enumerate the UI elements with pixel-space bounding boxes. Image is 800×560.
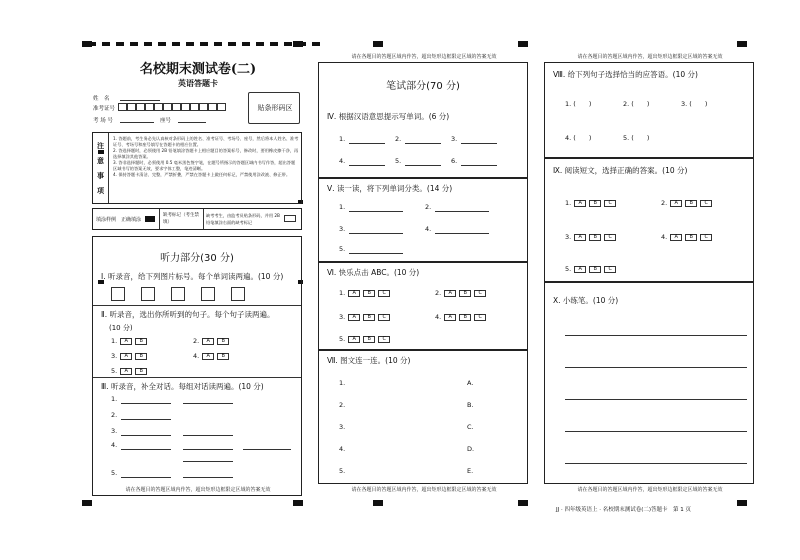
blank-number: 2. (395, 135, 402, 143)
page-footer: JJ · 四年级英语上 · 名校期末测试卷(二)答题卡 第 1 页 (556, 507, 692, 513)
corner-mark (82, 41, 92, 47)
blank-number: 2. (425, 203, 432, 211)
match-item[interactable]: 2. (339, 401, 346, 409)
match-target[interactable]: A. (467, 379, 474, 387)
name-label: 姓 名 (93, 96, 110, 102)
listening-q3-title: Ⅲ. 听录音，补全对话。每组对话读两遍。(10 分) (101, 382, 264, 391)
corner-mark (737, 500, 747, 506)
writing-q6-panel (318, 262, 528, 350)
blank-number: 5. (339, 245, 346, 253)
listening-head: 听力部分(30 分) (160, 253, 234, 264)
writing-line[interactable] (565, 431, 747, 432)
answer-line[interactable] (183, 435, 233, 436)
blank-number: 5. (111, 469, 118, 477)
writing-line[interactable] (565, 367, 747, 368)
paren-answer[interactable]: 3. ( ) (681, 100, 708, 108)
answer-option-row[interactable]: 3. A B C (565, 233, 616, 241)
listening-panel (92, 236, 302, 496)
notice-bottom-right: 请在各题目的答题区域内作答，超出矩形边框限定区域的答案无效 (577, 487, 723, 493)
corner-mark (373, 41, 383, 47)
answer-option-row[interactable]: 5. A B (111, 367, 147, 375)
writing-q7-panel (318, 350, 528, 484)
answer-line[interactable] (243, 449, 291, 450)
answer-line[interactable] (183, 477, 233, 478)
answer-option-row[interactable]: 5. A B C (339, 335, 390, 343)
absent-mark-box[interactable] (284, 215, 296, 222)
answer-line[interactable] (349, 165, 385, 166)
blank-number: 4. (425, 225, 432, 233)
answer-line[interactable] (183, 461, 233, 462)
blank-number: 4. (339, 157, 346, 165)
answer-line[interactable] (121, 449, 171, 450)
barcode-area (248, 92, 300, 124)
match-item[interactable]: 1. (339, 379, 346, 387)
corner-mark (518, 41, 528, 47)
notice-item: 3. 答非选择题时，必须使用 0.5 毫米黑色签字笔，在题号所指示的答题区域内书写作答，超出答题区域书写的答案无效，要求字体工整，笔迹清晰。 (113, 160, 296, 171)
answer-option-row[interactable]: 4. A B C (661, 233, 712, 241)
blank-number: 3. (111, 427, 118, 435)
exam-no-label: 准考证号 (93, 106, 116, 112)
blank-number: 5. (395, 157, 402, 165)
answer-line[interactable] (349, 143, 385, 144)
notice-top-right: 请在各题目的答题区域内作答，超出矩形边框限定区域的答案无效 (577, 54, 723, 60)
corner-mark (518, 500, 528, 506)
answer-line[interactable] (435, 233, 489, 234)
notice-item: 4. 保持答题卡清洁、完整，严禁折叠，严禁在答题卡上做任何标记，严禁使用涂改液、修正带。 (113, 172, 291, 177)
notice-box (92, 132, 302, 204)
blank-number: 3. (339, 225, 346, 233)
writing-q7-title: Ⅶ. 图文连一连。(10 分) (327, 356, 411, 365)
answer-line[interactable] (405, 165, 441, 166)
corner-mark (82, 500, 92, 506)
blank-number: 4. (111, 441, 118, 449)
answer-line[interactable] (121, 403, 171, 404)
answer-line[interactable] (435, 211, 489, 212)
corner-mark (293, 41, 303, 47)
notice-bottom-middle: 请在各题目的答题区域内作答，超出矩形边框限定区域的答案无效 (351, 487, 497, 493)
fill-example-label: 填涂样例 (96, 217, 117, 223)
answer-option-row[interactable]: 3. A B (111, 352, 147, 360)
notice-top-middle: 请在各题目的答题区域内作答，超出矩形边框限定区域的答案无效 (351, 54, 497, 60)
writing-line[interactable] (565, 335, 747, 336)
writing-q5-panel (318, 178, 528, 262)
answer-line[interactable] (349, 253, 403, 254)
answer-line[interactable] (183, 403, 233, 404)
page-subtitle: 英语答题卡 (178, 79, 218, 88)
answer-line[interactable] (461, 165, 497, 166)
paren-answer[interactable]: 4. ( ) (565, 134, 592, 142)
writing-line[interactable] (565, 463, 747, 464)
answer-option-row[interactable]: 3. A B C (339, 313, 390, 321)
room-label: 考 场 号 (93, 118, 113, 124)
seat-label: 座号 (160, 118, 172, 124)
answer-line[interactable] (349, 233, 403, 234)
picture-number-boxes[interactable] (111, 287, 245, 301)
barcode-label: 贴条形码区 (257, 104, 293, 112)
seat-field[interactable] (178, 122, 206, 123)
timing-marks-left (88, 42, 320, 46)
listening-q2-score: (10 分) (109, 324, 133, 332)
right-q8-title: Ⅷ. 给下列句子选择恰当的应答语。(10 分) (553, 70, 698, 79)
answer-option-row[interactable]: 1. A B C (565, 199, 616, 207)
answer-line[interactable] (121, 477, 171, 478)
paren-answer[interactable]: 2. ( ) (623, 100, 650, 108)
writing-q6-title: Ⅵ. 快乐点击 ABC。(10 分) (327, 268, 420, 277)
absent-note: 缺考考生，由监考员贴条形码，并用 2B 铅笔填涂右面的缺考标记 (206, 213, 280, 225)
answer-option-row[interactable]: 5. A B C (565, 265, 616, 273)
writing-q4-panel (318, 62, 528, 178)
notice-heading: 注 意 事 项 (93, 133, 109, 203)
notice-item: 1. 答题前，考生务必先认真核对条形码上的姓名、准考证号、考场号、座号，然后将本人姓名、准考证号、考场号和座号填写在答题卡的相应位置。 (113, 136, 299, 147)
answer-line[interactable] (121, 419, 171, 420)
exam-no-boxes[interactable] (118, 103, 226, 111)
notice-items (113, 136, 299, 178)
answer-line[interactable] (183, 449, 233, 450)
answer-option-row[interactable]: 2. A B C (661, 199, 712, 207)
answer-line[interactable] (405, 143, 441, 144)
answer-line[interactable] (121, 435, 171, 436)
listening-q1-title: Ⅰ. 听录音，给下列图片标号。每个单词读两遍。(10 分) (101, 272, 284, 281)
fill-correct-sample (145, 216, 155, 222)
fill-correct-label: 正确填涂 (121, 217, 142, 223)
writing-q5-title: Ⅴ. 读一读，将下列单词分类。(14 分) (327, 184, 453, 193)
answer-option-row[interactable]: 4. A B (193, 352, 229, 360)
answer-option-row[interactable]: 2. A B (193, 337, 229, 345)
absent-label: 缺考标记（考生禁填） (163, 213, 199, 225)
listening-q2-title: Ⅱ. 听录音，选出你所听到的句子。每个句子读两遍。 (101, 310, 275, 319)
blank-number: 2. (111, 411, 118, 419)
corner-mark (737, 41, 747, 47)
corner-mark (373, 500, 383, 506)
blank-number: 1. (339, 203, 346, 211)
right-q8-panel (544, 62, 754, 158)
match-target[interactable]: B. (467, 401, 474, 409)
right-q10-title: Ⅹ. 小练笔。(10 分) (553, 296, 619, 305)
match-target[interactable]: E. (467, 467, 474, 475)
writing-head: 笔试部分(70 分) (386, 81, 460, 92)
blank-number: 1. (111, 395, 118, 403)
right-q9-panel (544, 158, 754, 282)
right-q10-panel (544, 282, 754, 484)
answer-option-row[interactable]: 1. A B (111, 337, 147, 345)
match-item[interactable]: 5. (339, 467, 346, 475)
corner-mark (293, 500, 303, 506)
match-item[interactable]: 4. (339, 445, 346, 453)
writing-line[interactable] (565, 399, 747, 400)
answer-line[interactable] (461, 143, 497, 144)
match-target[interactable]: C. (467, 423, 474, 431)
page-title: 名校期末测试卷(二) (139, 62, 257, 77)
notice-item: 2. 答选择题时，必须使用 2B 铅笔填涂答题卡上相应题目的答案标号，修改时，要用橡皮擦干净，再选择填涂其他答案。 (113, 148, 299, 159)
match-target[interactable]: D. (467, 445, 475, 453)
blank-number: 1. (339, 135, 346, 143)
blank-number: 3. (451, 135, 458, 143)
right-q9-title: Ⅸ. 阅读短文，选择正确的答案。(10 分) (553, 166, 688, 175)
name-field[interactable] (120, 100, 160, 101)
answer-option-row[interactable]: 4. A B C (435, 313, 486, 321)
fill-example-row (92, 208, 302, 230)
paren-answer[interactable]: 5. ( ) (623, 134, 650, 142)
notice-bottom-left: 请在各题目的答题区域内作答，超出矩形边框限定区域的答案无效 (125, 487, 271, 493)
paren-answer[interactable]: 1. ( ) (565, 100, 592, 108)
answer-option-row[interactable]: 1. A B C (339, 289, 390, 297)
room-field[interactable] (120, 122, 154, 123)
answer-option-row[interactable]: 2. A B C (435, 289, 486, 297)
writing-q4-title: Ⅳ. 根据汉语意思提示写单词。(6 分) (327, 112, 450, 121)
answer-line[interactable] (349, 211, 403, 212)
blank-number: 6. (451, 157, 458, 165)
match-item[interactable]: 3. (339, 423, 346, 431)
